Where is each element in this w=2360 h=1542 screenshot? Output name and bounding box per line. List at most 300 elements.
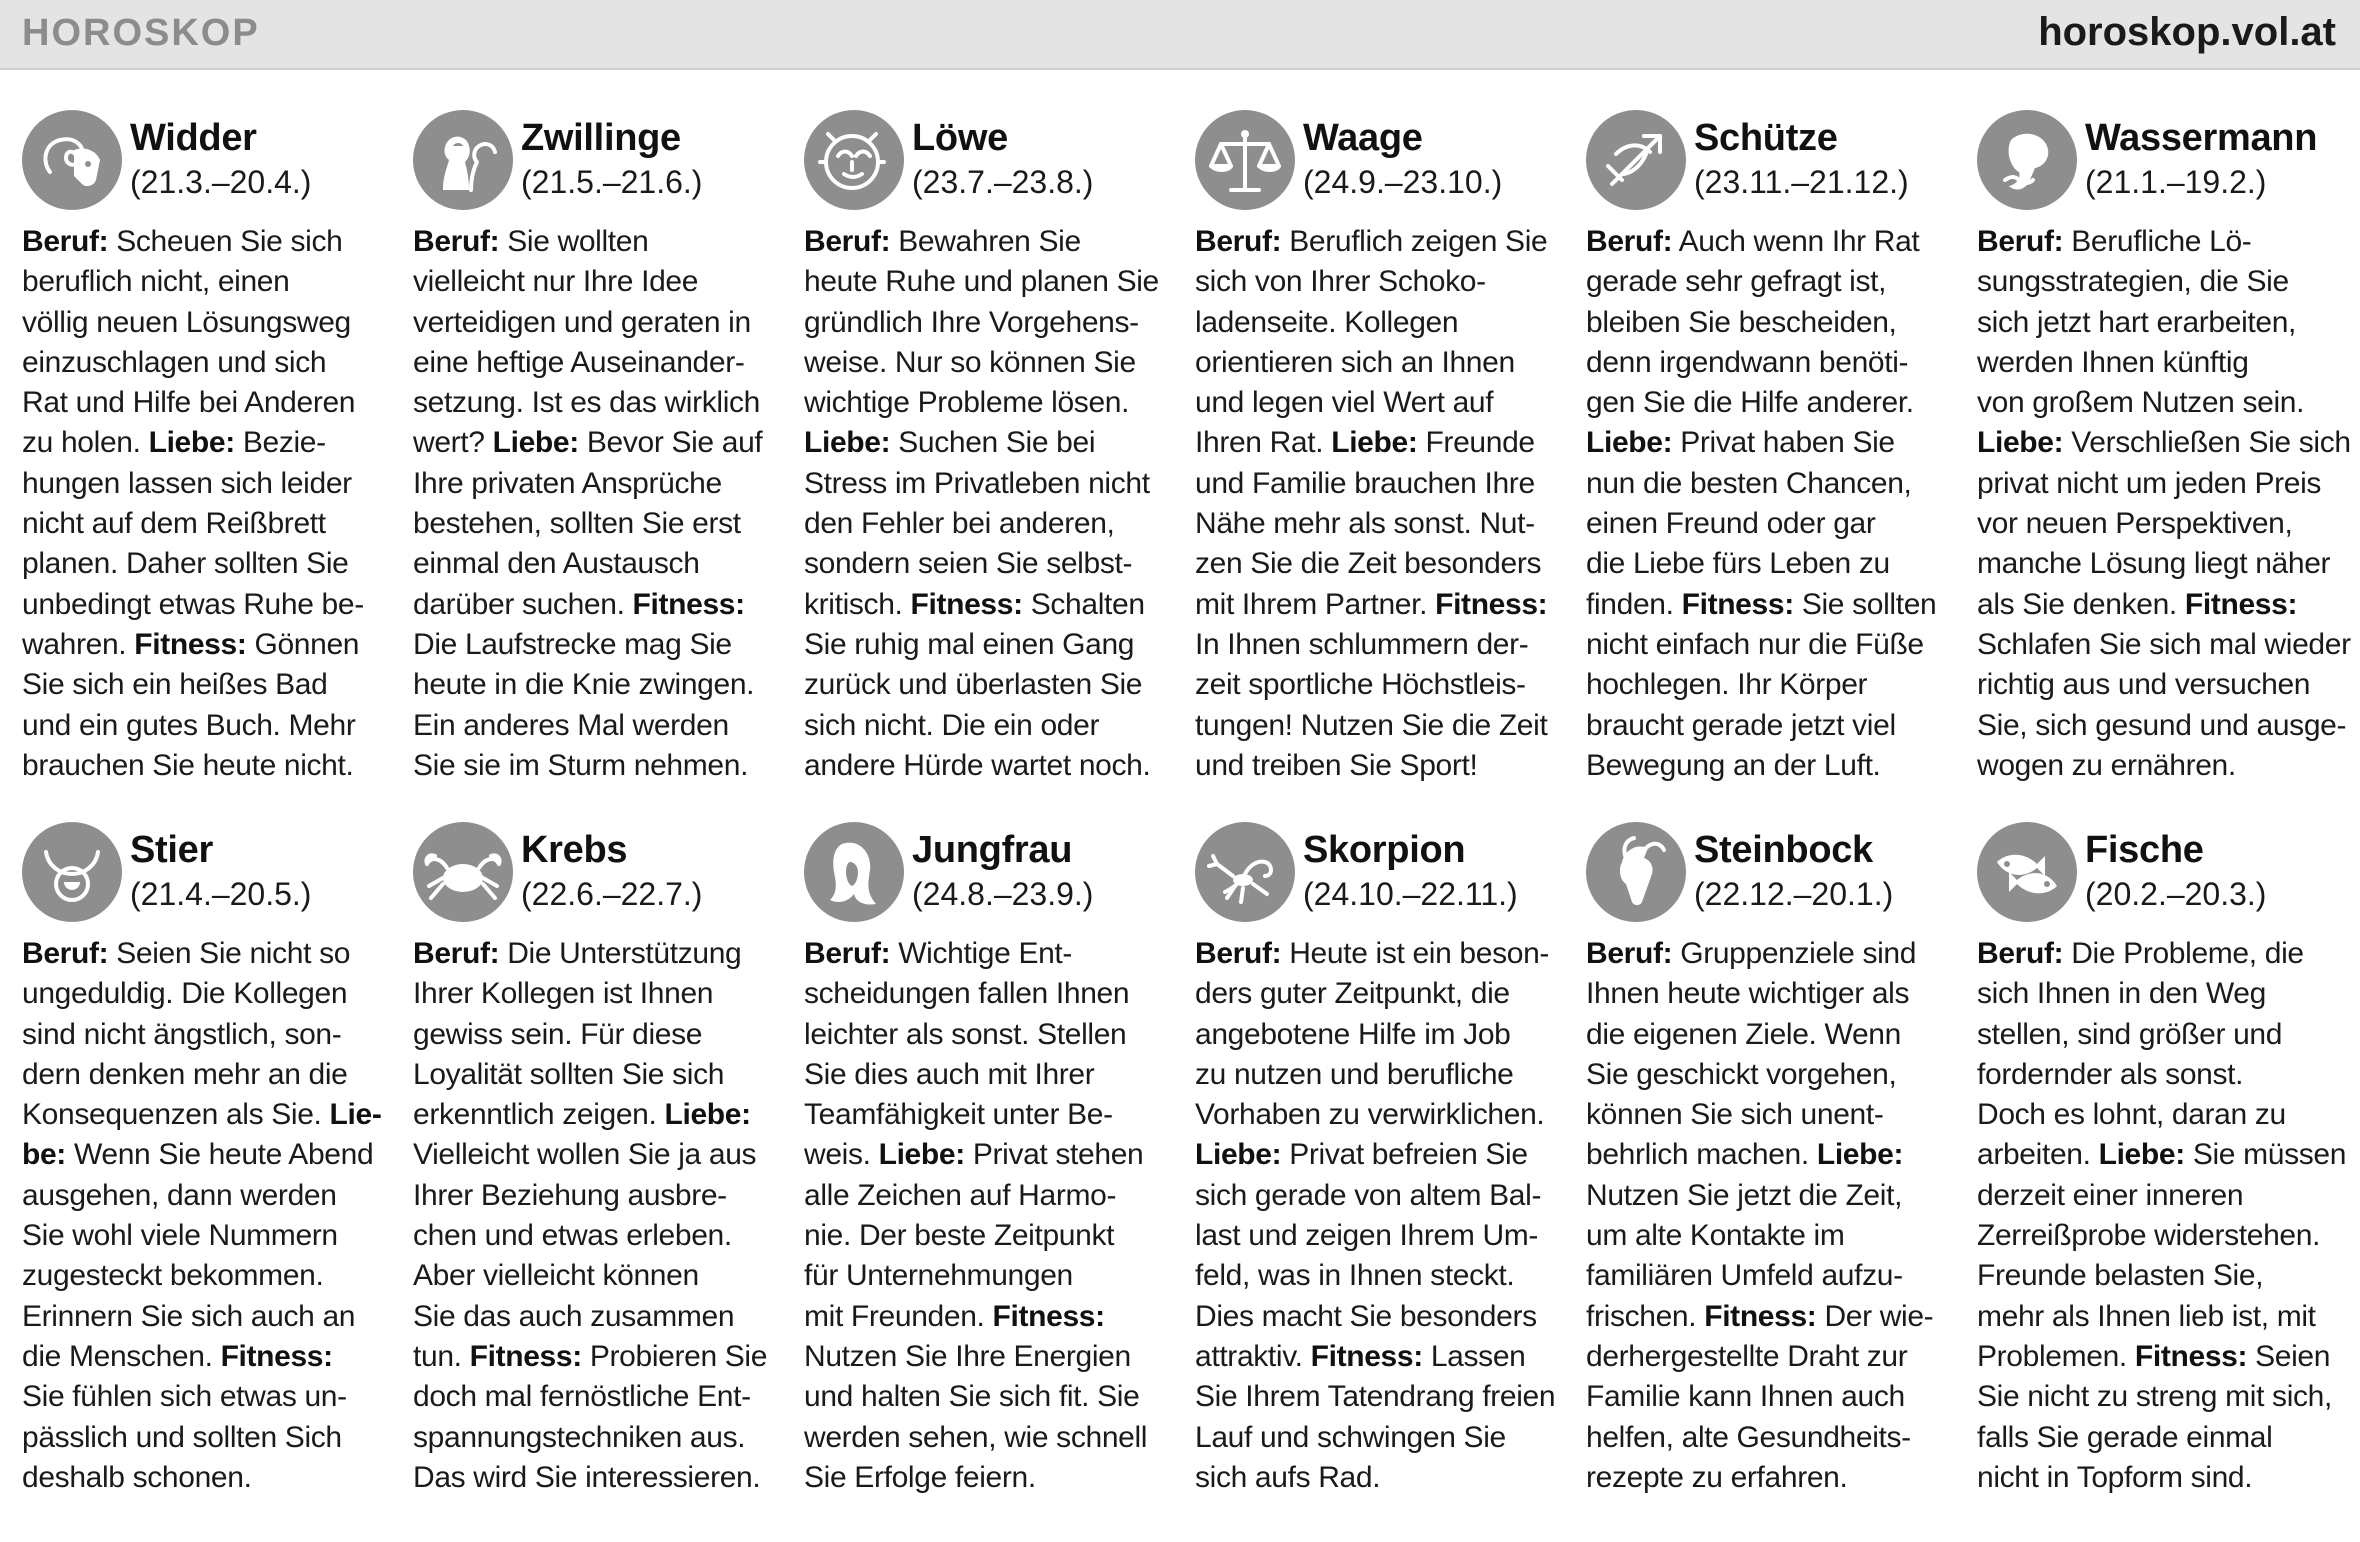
text-line — [804, 262, 1176, 302]
text-line — [1977, 746, 2349, 786]
text-segment: attraktiv. — [1195, 1339, 1311, 1373]
text-line — [22, 1055, 394, 1095]
text-line — [1195, 1418, 1567, 1458]
text-segment: sich aufs Rad. — [1195, 1460, 1381, 1494]
text-line — [22, 1256, 394, 1296]
text-line — [1977, 464, 2349, 504]
text-segment: die Menschen. — [22, 1339, 221, 1373]
sign-name: Schütze — [1694, 117, 1838, 159]
text-segment: feld, was in Ihnen steckt. — [1195, 1259, 1515, 1293]
text-segment: zen Sie die Zeit besonders — [1195, 547, 1542, 581]
sign-name: Waage — [1303, 117, 1423, 159]
text-line — [804, 746, 1176, 786]
text-line — [1977, 1216, 2349, 1256]
text-segment: Beruflich zeigen Sie — [1281, 225, 1548, 258]
category-label: Liebe: — [2098, 1138, 2185, 1172]
category-label: Beruf: — [1586, 225, 1673, 258]
text-segment: wogen zu ernähren. — [1977, 748, 2236, 782]
text-line — [804, 303, 1176, 343]
text-segment: Gönnen — [246, 627, 360, 661]
sign-card — [1586, 822, 1977, 1542]
text-segment: Verschließen Sie sich — [2063, 426, 2351, 460]
sign-dates: (22.12.–20.1.) — [1694, 876, 1894, 912]
text-segment: wahren. — [22, 627, 135, 661]
text-line — [1195, 464, 1567, 504]
text-line — [1586, 1015, 1958, 1055]
text-segment: Ihre privaten Ansprüche — [413, 466, 722, 500]
text-segment: Ein anderes Mal werden — [413, 708, 729, 742]
text-line — [22, 1135, 394, 1175]
text-line — [1195, 1377, 1567, 1417]
text-line — [1195, 222, 1567, 262]
sign-dates: (24.8.–23.9.) — [912, 876, 1094, 912]
text-line — [22, 343, 394, 383]
category-label: Liebe: — [1331, 426, 1418, 460]
text-segment: Wichtige Ent- — [890, 937, 1073, 970]
text-segment: gewiss sein. Für diese — [413, 1017, 703, 1051]
text-line — [1586, 1176, 1958, 1216]
text-segment: Die Unterstützung — [499, 937, 742, 970]
text-segment: leichter als sonst. Stellen — [804, 1017, 1127, 1051]
text-line — [1586, 974, 1958, 1014]
text-segment: Sie sie im Sturm nehmen. — [413, 748, 749, 782]
horoscope-text — [1586, 934, 1958, 1498]
text-segment: zu holen. — [22, 426, 149, 460]
text-segment: vor neuen Perspektiven, — [1977, 507, 2293, 541]
text-segment: nicht auf dem Reißbrett — [22, 507, 326, 541]
category-label: Liebe: — [664, 1098, 751, 1132]
sign-name: Fische — [2085, 829, 2204, 871]
text-segment: sich gerade von altem Bal- — [1195, 1178, 1542, 1212]
text-segment: Freunde — [1417, 426, 1535, 460]
text-segment: Bewahren Sie — [890, 225, 1081, 258]
text-segment: behrlich machen. — [1586, 1138, 1817, 1172]
text-line — [1195, 1337, 1567, 1377]
text-line — [413, 262, 785, 302]
sign-card — [1977, 822, 2360, 1542]
category-label: Liebe: — [148, 426, 235, 460]
text-line — [22, 423, 394, 463]
text-segment: falls Sie gerade einmal — [1977, 1420, 2273, 1454]
text-segment: Ihrer Beziehung ausbre- — [413, 1178, 727, 1212]
sign-header — [1586, 110, 1977, 222]
text-line — [1586, 262, 1958, 302]
text-segment: sich jetzt hart erarbeiten, — [1977, 305, 2297, 339]
sign-header — [1586, 822, 1977, 934]
text-line — [413, 1015, 785, 1055]
text-line — [1977, 1055, 2349, 1095]
sign-card — [1977, 110, 2360, 822]
text-segment: Sie müssen — [2184, 1138, 2347, 1172]
sign-header — [1195, 822, 1586, 934]
text-segment: die Liebe fürs Leben zu — [1586, 547, 1890, 581]
text-line — [1195, 585, 1567, 625]
text-segment: Gruppenziele sind — [1672, 937, 1917, 970]
text-line — [1195, 665, 1567, 705]
category-label: Beruf: — [804, 225, 891, 258]
text-segment: fordernder als sonst. — [1977, 1057, 2244, 1091]
text-segment: Sie wohl viele Nummern — [22, 1219, 338, 1253]
category-label: Fitness: — [2184, 587, 2298, 621]
text-line — [413, 665, 785, 705]
sign-dates: (24.10.–22.11.) — [1303, 876, 1518, 912]
text-line — [1977, 585, 2349, 625]
text-segment: deshalb schonen. — [22, 1460, 252, 1494]
text-segment: Scheuen Sie sich — [108, 225, 343, 258]
text-segment: Die Probleme, die — [2063, 937, 2304, 970]
horoscope-text — [804, 222, 1176, 786]
text-line — [22, 706, 394, 746]
text-segment: und ein gutes Buch. Mehr — [22, 708, 356, 742]
text-line — [1977, 1135, 2349, 1175]
text-line — [804, 504, 1176, 544]
text-segment: nicht in Topform sind. — [1977, 1460, 2253, 1494]
text-segment: ungeduldig. Die Kollegen — [22, 977, 348, 1011]
text-segment: erkenntlich zeigen. — [413, 1098, 665, 1132]
horoscope-grid — [22, 110, 2352, 1542]
category-label: Fitness: — [632, 587, 745, 621]
text-segment: tun. — [413, 1339, 470, 1373]
text-line — [22, 1015, 394, 1055]
text-segment: den Fehler bei anderen, — [804, 507, 1115, 541]
text-segment: sich Ihnen in den Weg — [1977, 977, 2266, 1011]
text-segment: werden sehen, wie schnell — [804, 1420, 1148, 1454]
text-segment: Privat haben Sie — [1672, 426, 1895, 460]
category-label: Liebe: — [878, 1138, 965, 1172]
text-segment: Freunde belasten Sie, — [1977, 1259, 2264, 1293]
text-line — [1977, 1015, 2349, 1055]
text-segment: ladenseite. Kollegen — [1195, 305, 1459, 339]
text-line — [1195, 544, 1567, 584]
sign-name: Jungfrau — [912, 829, 1073, 871]
sign-card — [413, 822, 804, 1542]
sign-dates: (23.11.–21.12.) — [1694, 164, 1909, 200]
text-line — [1586, 746, 1958, 786]
sign-header — [1977, 110, 2360, 222]
libra-scales-icon — [1195, 110, 1295, 210]
text-segment: kritisch. — [804, 587, 911, 621]
text-segment: beruflich nicht, einen — [22, 265, 290, 299]
text-segment: bestehen, sollten Sie erst — [413, 507, 741, 541]
text-line — [413, 423, 785, 463]
text-segment: und treiben Sie Sport! — [1195, 748, 1478, 782]
sign-header — [1977, 822, 2360, 934]
text-line — [413, 706, 785, 746]
text-line — [1195, 343, 1567, 383]
aries-ram-icon — [22, 110, 122, 210]
text-segment: Berufliche Lö- — [2063, 225, 2252, 258]
text-line — [413, 1297, 785, 1337]
category-label: Liebe: — [804, 426, 891, 460]
text-line — [413, 625, 785, 665]
text-segment: wichtige Probleme lösen. — [804, 386, 1130, 420]
text-line — [804, 974, 1176, 1014]
text-line — [1977, 222, 2349, 262]
text-line — [1586, 706, 1958, 746]
sign-dates: (23.7.–23.8.) — [912, 164, 1094, 200]
text-segment: nun die besten Chancen, — [1586, 466, 1912, 500]
text-segment: scheidungen fallen Ihnen — [804, 977, 1130, 1011]
category-label: Fitness: — [1435, 587, 1548, 621]
text-line — [804, 1337, 1176, 1377]
sign-header — [413, 822, 804, 934]
text-segment: für Unternehmungen — [804, 1259, 1073, 1293]
text-line — [1586, 1458, 1958, 1498]
text-line — [1977, 262, 2349, 302]
sign-dates: (21.1.–19.2.) — [2085, 164, 2267, 200]
pisces-fish-icon — [1977, 822, 2077, 922]
text-segment: Teamfähigkeit unter Be- — [804, 1098, 1113, 1132]
text-line — [1195, 1015, 1567, 1055]
text-segment: mit Freunden. — [804, 1299, 993, 1333]
text-segment: Sie nicht zu streng mit sich, — [1977, 1380, 2332, 1414]
text-segment: vielleicht nur Ihre Idee — [413, 265, 699, 299]
text-line — [804, 585, 1176, 625]
text-segment: sind nicht ängstlich, son- — [22, 1017, 342, 1051]
capricorn-ibex-icon — [1586, 822, 1686, 922]
text-segment: Rat und Hilfe bei Anderen — [22, 386, 356, 420]
text-segment: Sie ruhig mal einen Gang — [804, 627, 1135, 661]
category-label: Liebe: — [1195, 1138, 1282, 1172]
text-line — [1977, 1256, 2349, 1296]
text-line — [804, 934, 1176, 974]
text-segment: Sie dies auch mit Ihrer — [804, 1057, 1095, 1091]
text-line — [804, 1055, 1176, 1095]
sign-card — [1195, 822, 1586, 1542]
text-segment: Dies macht Sie besonders — [1195, 1299, 1537, 1333]
category-label: Beruf: — [1195, 937, 1282, 970]
text-segment: Stress im Privatleben nicht — [804, 466, 1150, 500]
text-line — [22, 1095, 394, 1135]
text-segment: Suchen Sie bei — [890, 426, 1096, 460]
text-line — [1195, 1297, 1567, 1337]
sign-dates: (24.9.–23.10.) — [1303, 164, 1503, 200]
text-segment: ausgehen, dann werden — [22, 1178, 337, 1212]
text-line — [1586, 625, 1958, 665]
sign-name: Zwillinge — [521, 117, 681, 159]
text-segment: planen. Daher sollten Sie — [22, 547, 349, 581]
text-segment: stellen, sind größer und — [1977, 1017, 2283, 1051]
text-segment: heute in die Knie zwingen. — [413, 668, 755, 702]
text-line — [1195, 1256, 1567, 1296]
text-segment: Vorhaben zu verwirklichen. — [1195, 1098, 1545, 1132]
text-line — [804, 1095, 1176, 1135]
text-line — [804, 1377, 1176, 1417]
text-segment: Privat stehen — [964, 1138, 1144, 1172]
text-segment: Ihnen heute wichtiger als — [1586, 977, 1910, 1011]
category-label: Fitness: — [992, 1299, 1105, 1333]
text-line — [1195, 303, 1567, 343]
text-segment: In Ihnen schlummern der- — [1195, 627, 1529, 661]
text-line — [1977, 383, 2349, 423]
horoscope-text — [413, 934, 785, 1498]
text-segment: Privat befreien Sie — [1281, 1138, 1528, 1172]
text-segment: finden. — [1586, 587, 1682, 621]
text-segment: Bezie- — [234, 426, 326, 460]
horoscope-text — [1586, 222, 1958, 786]
text-line — [1586, 1055, 1958, 1095]
sign-header — [22, 110, 413, 222]
text-segment: weis. — [804, 1138, 879, 1172]
sign-name: Löwe — [912, 117, 1008, 159]
website-link[interactable]: horoskop.vol.at — [2038, 10, 2336, 54]
category-label: Fitness: — [469, 1339, 582, 1373]
text-line — [22, 1297, 394, 1337]
text-segment: und halten Sie sich fit. Sie — [804, 1380, 1140, 1414]
text-line — [1977, 1377, 2349, 1417]
sign-name: Wassermann — [2085, 117, 2318, 159]
text-segment: Loyalität sollten Sie sich — [413, 1057, 725, 1091]
text-segment: sich von Ihrer Schoko- — [1195, 265, 1486, 299]
sign-card — [413, 110, 804, 822]
text-segment: Problemen. — [1977, 1339, 2135, 1373]
text-segment: einmal den Austausch — [413, 547, 700, 581]
text-segment: Sie sich ein heißes Bad — [22, 668, 328, 702]
text-line — [1977, 625, 2349, 665]
text-line — [22, 544, 394, 584]
text-line — [1195, 1458, 1567, 1498]
text-line — [1195, 974, 1567, 1014]
text-segment: Sie Ihrem Tatendrang freien — [1195, 1380, 1556, 1414]
sign-name: Widder — [130, 117, 257, 159]
category-label: Fitness: — [910, 587, 1023, 621]
text-line — [413, 1055, 785, 1095]
text-segment: mit Ihrem Partner. — [1195, 587, 1436, 621]
text-segment: als Sie denken. — [1977, 587, 2185, 621]
sign-card — [804, 110, 1195, 822]
text-segment: Nutzen Sie jetzt die Zeit, — [1586, 1178, 1903, 1212]
text-line — [804, 706, 1176, 746]
text-line — [413, 1377, 785, 1417]
text-line — [1586, 665, 1958, 705]
text-segment: einen Freund oder gar — [1586, 507, 1876, 541]
text-segment: Bevor Sie auf — [578, 426, 763, 460]
text-line — [413, 1337, 785, 1377]
taurus-bull-icon — [22, 822, 122, 922]
text-line — [413, 383, 785, 423]
text-segment: um alte Kontakte im — [1586, 1219, 1845, 1253]
text-segment: verteidigen und geraten in — [413, 305, 751, 339]
text-line — [1586, 1337, 1958, 1377]
text-segment: Schlafen Sie sich mal wieder — [1977, 627, 2351, 661]
text-line — [804, 423, 1176, 463]
category-label: Beruf: — [22, 937, 109, 970]
text-line — [1586, 504, 1958, 544]
category-label: Fitness: — [134, 627, 247, 661]
text-segment: bleiben Sie bescheiden, — [1586, 305, 1897, 339]
horoscope-text — [22, 934, 394, 1498]
text-line — [413, 1256, 785, 1296]
text-segment: darüber suchen. — [413, 587, 633, 621]
text-segment: ders guter Zeitpunkt, die — [1195, 977, 1510, 1011]
sign-card — [1586, 110, 1977, 822]
text-segment: tungen! Nutzen Sie die Zeit — [1195, 708, 1548, 742]
category-label: Liebe: — [1586, 426, 1673, 460]
horoscope-text — [804, 934, 1176, 1498]
text-segment: helfen, alte Gesundheits- — [1586, 1420, 1911, 1454]
gemini-twins-icon — [413, 110, 513, 210]
sign-card — [22, 110, 413, 822]
horoscope-text — [22, 222, 394, 786]
text-segment: nie. Der beste Zeitpunkt — [804, 1219, 1115, 1253]
text-segment: hungen lassen sich leider — [22, 466, 352, 500]
text-segment: und legen viel Wert auf — [1195, 386, 1494, 420]
text-segment: sich nicht. Die ein oder — [804, 708, 1100, 742]
text-line — [1586, 1095, 1958, 1135]
text-line — [1977, 303, 2349, 343]
text-line — [1977, 544, 2349, 584]
text-segment: Sie fühlen sich etwas un- — [22, 1380, 347, 1414]
text-line — [1195, 706, 1567, 746]
text-line — [804, 383, 1176, 423]
text-line — [22, 1337, 394, 1377]
text-line — [1586, 464, 1958, 504]
text-line — [1195, 1135, 1567, 1175]
text-line — [413, 585, 785, 625]
text-segment: Erinnern Sie sich auch an — [22, 1299, 356, 1333]
text-line — [1977, 1176, 2349, 1216]
text-segment: Sie, sich gesund und ausge- — [1977, 708, 2347, 742]
text-line — [22, 974, 394, 1014]
text-segment: einzuschlagen und sich — [22, 345, 327, 379]
text-line — [22, 222, 394, 262]
text-segment: von großem Nutzen sein. — [1977, 386, 2305, 420]
text-segment: Bewegung an der Luft. — [1586, 748, 1881, 782]
text-line — [1586, 222, 1958, 262]
text-line — [1977, 343, 2349, 383]
text-segment: Sie geschickt vorgehen, — [1586, 1057, 1897, 1091]
text-segment: Doch es lohnt, daran zu — [1977, 1098, 2286, 1132]
text-line — [413, 746, 785, 786]
category-label: Fitness: — [1310, 1339, 1423, 1373]
text-segment: werden Ihnen künftig — [1977, 345, 2249, 379]
sign-dates: (21.4.–20.5.) — [130, 876, 312, 912]
text-line — [1977, 423, 2349, 463]
text-line — [1586, 423, 1958, 463]
text-line — [1195, 504, 1567, 544]
text-line — [804, 1256, 1176, 1296]
text-line — [804, 1015, 1176, 1055]
leo-lion-icon — [804, 110, 904, 210]
text-line — [804, 1418, 1176, 1458]
text-segment: Heute ist ein beson- — [1281, 937, 1550, 970]
sign-dates: (22.6.–22.7.) — [521, 876, 703, 912]
text-line — [413, 1216, 785, 1256]
text-line — [22, 934, 394, 974]
text-segment: spannungstechniken aus. — [413, 1420, 746, 1454]
text-segment: richtig aus und versuchen — [1977, 668, 2311, 702]
sign-card — [22, 822, 413, 1542]
text-line — [413, 934, 785, 974]
text-segment: Ihren Rat. — [1195, 426, 1332, 460]
text-line — [1586, 544, 1958, 584]
text-segment: völlig neuen Lösungsweg — [22, 305, 351, 339]
text-segment: Probieren Sie — [581, 1339, 768, 1373]
text-line — [804, 625, 1176, 665]
text-line — [1195, 262, 1567, 302]
text-line — [22, 1216, 394, 1256]
text-line — [1977, 1297, 2349, 1337]
text-segment: familiären Umfeld aufzu- — [1586, 1259, 1903, 1293]
text-segment: unbedingt etwas Ruhe be- — [22, 587, 364, 621]
text-segment: zeit sportliche Höchstleis- — [1195, 668, 1526, 702]
text-line — [804, 544, 1176, 584]
text-line — [1586, 1377, 1958, 1417]
text-line — [1195, 1216, 1567, 1256]
sign-dates: (20.2.–20.3.) — [2085, 876, 2267, 912]
text-line — [1586, 585, 1958, 625]
text-segment: Das wird Sie interessieren. — [413, 1460, 761, 1494]
